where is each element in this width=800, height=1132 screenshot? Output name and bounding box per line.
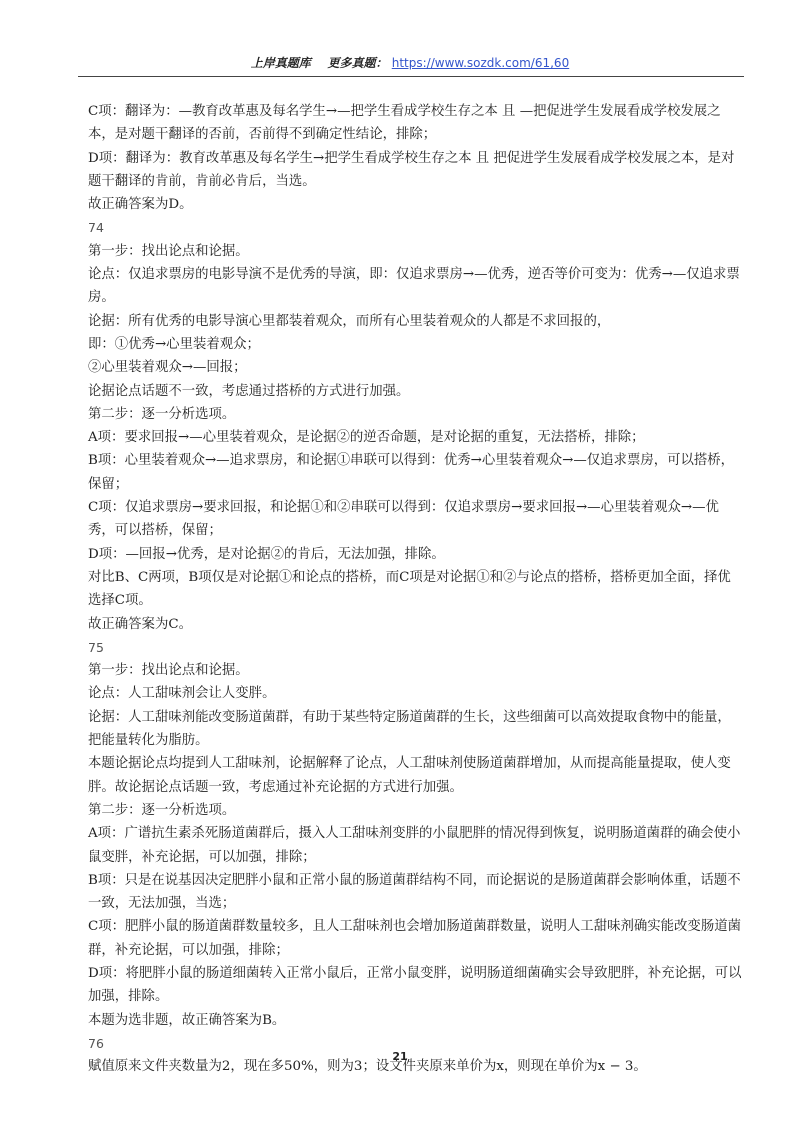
- document-body: [88, 100, 744, 1078]
- paragraph: 论据：所有优秀的电影导演心里都装着观众，而所有心里装着观众的人都是不求回报的，: [88, 313, 611, 329]
- paragraph: 第一步：找出论点和论据。: [88, 663, 249, 679]
- paragraph: 论据论点话题不一致，考虑通过搭桥的方式进行加强。: [88, 383, 410, 399]
- question-number: 75: [88, 639, 104, 655]
- paragraph: 论据：人工甜味剂能改变肠道菌群，有助于某些特定肠道菌群的生长，这些细菌可以高效提取食物中的能量，把能量转化为脂肪。: [88, 709, 731, 749]
- paragraph: D项：翻译为：教育改革惠及每名学生→把学生看成学校生存之本 且 把促进学生发展看成学校发展之本，是对题干翻译的肯前，肯前必肯后，当选。: [88, 150, 735, 189]
- paragraph: 即：①优秀→心里装着观众；: [88, 336, 260, 352]
- paragraph: 本题论据论点均提到人工甜味剂，论据解释了论点，人工甜味剂使肠道菌群增加，从而提高能量提取，使人变胖。故论据论点话题一致，考虑通过补充论据的方式进行加强。: [88, 756, 731, 795]
- paragraph: C项：肥胖小鼠的肠道菌群数量较多，且人工甜味剂也会增加肠道菌群数量，说明人工甜味剂确实能改变肠道菌群，补充论据，可以加强，排除；: [88, 919, 741, 958]
- paragraph: 赋值原来文件夹数量为2，现在多50%，则为3；设文件夹原来单价为x，则现在单价为x − 3。: [88, 1059, 647, 1075]
- paragraph: 第二步：逐一分析选项。: [88, 406, 236, 422]
- paragraph: 本题为选非题，故正确答案为B。: [88, 1012, 286, 1028]
- header-more-label: 更多真题：: [327, 56, 388, 70]
- paragraph: 论点：仅追求票房的电影导演不是优秀的导演，即：仅追求票房→—优秀，逆否等价可变为：优秀→—仅追求票房。: [88, 267, 740, 306]
- paragraph: C项：翻译为：—教育改革惠及每名学生→—把学生看成学校生存之本 且 —把促进学生发展看成学校发展之本，是对题干翻译的否前，否前得不到确定性结论，排除；: [88, 104, 721, 143]
- paragraph: ②心里装着观众→—回报；: [88, 360, 247, 376]
- question-number: 76: [88, 1035, 104, 1051]
- paragraph: C项：仅追求票房→要求回报，和论据①和②串联可以得到：仅追求票房→要求回报→—心里装着观众→—优秀，可以搭桥，保留；: [88, 500, 719, 539]
- paragraph: A项：要求回报→—心里装着观众，是论据②的逆否命题，是对论据的重复，无法搭桥，排除；: [88, 430, 645, 446]
- page-header: [80, 54, 740, 76]
- paragraph: 故正确答案为D。: [88, 197, 193, 213]
- paragraph: 对比B、C两项，B项仅是对论据①和论点的搭桥，而C项是对论据①和②与论点的搭桥，搭桥更加全面，择优选择C项。: [88, 569, 731, 609]
- paragraph: B项：只是在说基因决定肥胖小鼠和正常小鼠的肠道菌群结构不同，而论据说的是肠道菌群会影响体重，话题不一致，无法加强，当选；: [88, 872, 741, 912]
- paragraph: D项：将肥胖小鼠的肠道细菌转入正常小鼠后，正常小鼠变胖，说明肠道细菌确实会导致肥胖，补充论据，可以加强，排除。: [88, 965, 742, 1005]
- header-brand: 上岸真题库: [250, 56, 311, 70]
- paragraph: 第二步：逐一分析选项。: [88, 802, 236, 818]
- paragraph: A项：广谱抗生素杀死肠道菌群后，摄入人工甜味剂变胖的小鼠肥胖的情况得到恢复，说明肠道菌群的确会使小鼠变胖，补充论据，可以加强，排除；: [88, 826, 741, 865]
- paragraph: 故正确答案为C。: [88, 616, 192, 632]
- page-number: 21: [392, 1050, 408, 1063]
- paragraph: 论点：人工甜味剂会让人变胖。: [88, 686, 276, 702]
- question-number: 74: [88, 220, 104, 236]
- paragraph: B项：心里装着观众→—追求票房，和论据①串联可以得到：优秀→心里装着观众→—仅追求票房，可以搭桥，保留；: [88, 453, 735, 492]
- header-url-link[interactable]: https://www.sozdk.com/61,60: [391, 56, 570, 70]
- header-divider: [78, 76, 744, 77]
- paragraph: D项：—回报→优秀，是对论据②的肯后，无法加强，排除。: [88, 546, 445, 562]
- paragraph: 第一步：找出论点和论据。: [88, 243, 249, 259]
